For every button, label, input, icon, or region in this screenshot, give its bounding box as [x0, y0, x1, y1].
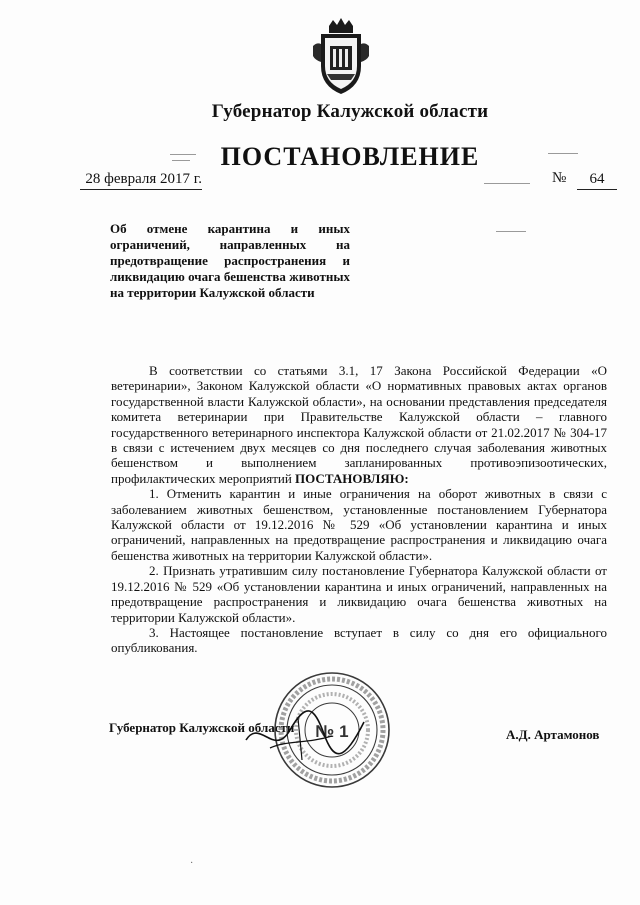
signatory-name: А.Д. Артамонов [506, 727, 600, 742]
document-number: 64 [577, 171, 617, 190]
scan-mark [172, 160, 190, 161]
decree-word: ПОСТАНОВЛЯЮ: [295, 470, 409, 486]
issuer-title: Губернатор Калужской области [211, 101, 489, 122]
decree-item-1: 1. Отменить карантин и иные ограничения на оборот животных в связи с заболеванием животных бешенством, установленные постановлением Губернатора Калужской области от 19.12.2016 № 529 «Об установлении карантина и иных ограничений, направленных на предотвращение распространения и ликвидацию очага бешенства животных на территории Калужской области». [111, 486, 607, 563]
signatory-title: Губернатор Калужской области [109, 720, 295, 735]
scan-mark [496, 231, 526, 232]
document-body [111, 363, 607, 656]
seal-number: № 1 [315, 722, 349, 741]
scan-mark [548, 153, 578, 154]
number-label: № [552, 170, 567, 186]
coat-of-arms-emblem [311, 16, 371, 96]
decree-item-3: 3. Настоящее постановление вступает в силу со дня его официального опубликования. [111, 624, 607, 656]
document-type-heading: ПОСТАНОВЛЕНИЕ [220, 142, 480, 171]
document-date: 28 февраля 2017 г. [80, 171, 202, 190]
preamble-text: В соответствии со статьями 3.1, 17 Закона Российской Федерации «О ветеринарии», Законом Калужской области «О нормативных правовых актах органов государственной власти Калужской области», на основании представления председателя комитета ветеринарии при Правительстве Калужской области – главного государственного ветеринарного инспектора Калужской области от 21.02.2017 № 304-17 в связи с истечением двух месяцев со дня последнего случая заболевания животных бешенством и выполнением запланированных противоэпизоотических, профилактических мероприятий [111, 363, 607, 486]
scan-mark [170, 154, 196, 155]
document-subject: Об отмене карантина и иных ограничений, направленных на предотвращение распространения и ликвидацию очага бешенства животных на территории Калужской области [110, 221, 350, 300]
scan-speck: · [190, 858, 194, 869]
decree-item-2: 2. Признать утратившим силу постановление Губернатора Калужской области от 19.12.2016 № 529 «Об установлении карантина и иных ограничений, направленных на предотвращение распространения и ликвидацию очага бешенства животных на территории Калужской области». [111, 563, 607, 625]
scan-mark [484, 183, 530, 184]
handwritten-signature [240, 700, 370, 780]
preamble-paragraph [111, 363, 607, 486]
